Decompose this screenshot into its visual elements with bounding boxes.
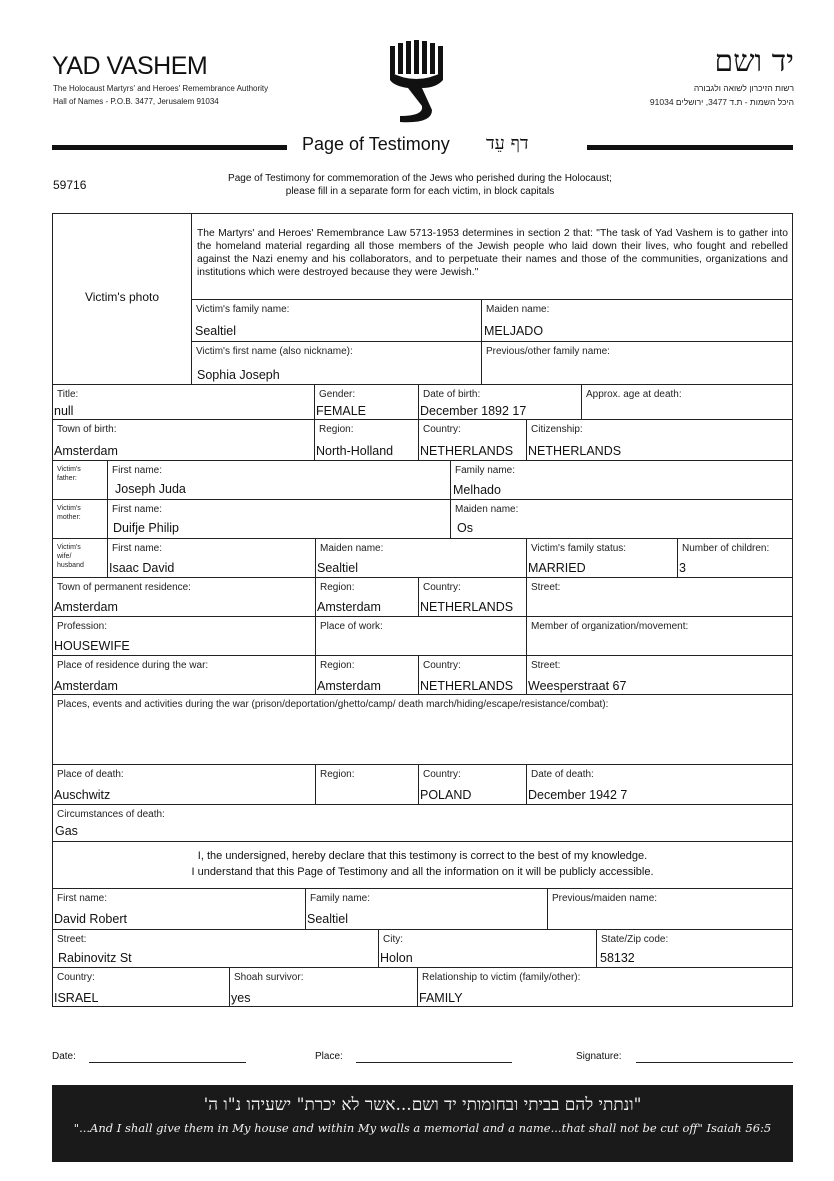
father-first-name-label: First name: (112, 465, 163, 476)
declaration-line-1: I, the undersigned, hereby declare that this testimony is correct to the best of my knowledge. (197, 850, 648, 862)
victim-birth-country-field[interactable] (418, 419, 527, 461)
victim-town-of-birth-field[interactable] (52, 419, 315, 461)
victim-first-name-value: Sophia Joseph (197, 368, 280, 382)
war-residence-street-label: Street: (531, 660, 561, 671)
submitter-first-name-field[interactable] (52, 888, 306, 930)
permanent-town-value: Amsterdam (54, 600, 118, 614)
spouse-maiden-name-value: Sealtiel (317, 561, 358, 575)
victim-gender-value: FEMALE (316, 404, 367, 418)
submitter-zip-field[interactable] (596, 929, 793, 968)
victim-birth-region-label: Region: (319, 424, 354, 435)
submitter-first-name-value: David Robert (54, 912, 127, 926)
hebrew-org-subtitle: רשות הזיכרון לשואה ולגבורה (693, 83, 794, 93)
date-of-death-label: Date of death: (531, 769, 594, 780)
quote-banner (52, 1085, 793, 1162)
declaration-box (52, 841, 793, 889)
victim-date-of-birth-field[interactable] (418, 384, 582, 420)
place-of-death-field[interactable] (52, 764, 316, 805)
war-residence-country-field[interactable] (418, 655, 527, 695)
mother-side-box (52, 499, 108, 539)
menorah-logo-icon (386, 40, 446, 124)
mother-first-name-value: Duifje Philip (113, 521, 180, 535)
place-of-death-label: Place of death: (57, 769, 124, 780)
permanent-country-value: NETHERLANDS (420, 600, 514, 614)
war-residence-street-value: Weesperstraat 67 (528, 679, 627, 693)
circumstances-of-death-field[interactable] (52, 804, 793, 842)
victim-first-name-field[interactable] (191, 341, 482, 385)
date-signature-line[interactable] (89, 1062, 246, 1063)
submitter-street-field[interactable] (52, 929, 379, 968)
title-rule-left (52, 145, 287, 150)
number-of-children-field[interactable] (677, 538, 793, 578)
war-residence-country-value: NETHERLANDS (420, 679, 514, 693)
hebrew-org-address: היכל השמות - ת.ד 3477, ירושלים 91034 (649, 97, 794, 107)
permanent-town-label: Town of permanent residence: (57, 582, 191, 593)
place-of-death-value: Auschwitz (54, 788, 111, 802)
victim-age-at-death-field[interactable] (581, 384, 793, 420)
submitter-country-field[interactable] (52, 967, 230, 1007)
permanent-region-value: Amsterdam (317, 600, 381, 614)
victim-previous-family-name-label: Previous/other family name: (486, 346, 610, 357)
submitter-country-value: ISRAEL (54, 991, 99, 1005)
place-signature-line[interactable] (356, 1062, 512, 1063)
spouse-first-name-field[interactable] (107, 538, 316, 578)
death-country-field[interactable] (418, 764, 527, 805)
mother-first-name-field[interactable] (107, 499, 451, 539)
victim-photo-box (52, 213, 192, 385)
victim-maiden-name-field[interactable] (481, 299, 793, 342)
victim-title-label: Title: (57, 389, 79, 400)
banner-hebrew-quote: "ונתתי להם בביתי ובחומותי יד ושם...אשר לא יכרת" ישעיהו נ"ו ה' (203, 1095, 642, 1115)
war-residence-place-label: Place of residence during the war: (57, 660, 209, 671)
permanent-town-field[interactable] (52, 577, 316, 617)
submitter-zip-label: State/Zip code: (601, 934, 669, 945)
place-of-work-label: Place of work: (320, 621, 383, 632)
father-side-box (52, 460, 108, 500)
date-of-death-value: December 1942 7 (528, 788, 628, 802)
victim-previous-family-name-field[interactable] (481, 341, 793, 385)
victim-town-of-birth-label: Town of birth: (57, 424, 117, 435)
family-status-field[interactable] (526, 538, 678, 578)
father-family-name-label: Family name: (455, 465, 516, 476)
submitter-street-label: Street: (57, 934, 87, 945)
spouse-first-name-value: Isaac David (109, 561, 175, 575)
father-family-name-value: Melhado (453, 483, 501, 497)
war-residence-country-label: Country: (423, 660, 461, 671)
profession-field[interactable] (52, 616, 316, 656)
form-title: Page of Testimony (302, 134, 450, 154)
victim-gender-label: Gender: (319, 389, 356, 400)
mother-first-name-label: First name: (112, 504, 163, 515)
submitter-city-field[interactable] (378, 929, 597, 968)
submitter-family-name-value: Sealtiel (307, 912, 348, 926)
permanent-region-label: Region: (320, 582, 355, 593)
date-of-death-field[interactable] (526, 764, 793, 805)
permanent-country-field[interactable] (418, 577, 527, 617)
victim-age-at-death-label: Approx. age at death: (586, 389, 682, 400)
relationship-field[interactable] (417, 967, 793, 1007)
death-country-value: POLAND (420, 788, 472, 802)
place-label: Place: (315, 1051, 343, 1062)
shoah-survivor-label: Shoah survivor: (234, 972, 304, 983)
mother-side-label: Victim's mother: (57, 505, 81, 521)
victim-gender-field[interactable] (314, 384, 419, 420)
spouse-first-name-label: First name: (112, 543, 163, 554)
law-text-box (191, 213, 793, 300)
signature-label: Signature: (576, 1051, 622, 1062)
permanent-street-field[interactable] (526, 577, 793, 617)
spouse-side-box (52, 538, 108, 578)
profession-label: Profession: (57, 621, 108, 632)
victim-photo-label: Victim's photo (84, 290, 160, 304)
submitter-street-value: Rabinovitz St (58, 951, 132, 965)
war-events-field[interactable] (52, 694, 793, 765)
submitter-country-label: Country: (57, 972, 95, 983)
hebrew-org-title: יד ושם (714, 44, 794, 79)
war-residence-place-value: Amsterdam (54, 679, 118, 693)
victim-citizenship-field[interactable] (526, 419, 793, 461)
number-of-children-value: 3 (679, 561, 686, 575)
mother-maiden-name-field[interactable] (450, 499, 793, 539)
organization-membership-label: Member of organization/movement: (531, 621, 689, 632)
date-label: Date: (52, 1051, 76, 1062)
family-status-value: MARRIED (528, 561, 586, 575)
submitter-city-label: City: (383, 934, 403, 945)
father-family-name-field[interactable] (450, 460, 793, 500)
org-address: Hall of Names - P.O.B. 3477, Jerusalem 91034 (53, 97, 219, 106)
permanent-country-label: Country: (423, 582, 461, 593)
submitter-city-value: Holon (380, 951, 413, 965)
organization-membership-field[interactable] (526, 616, 793, 656)
title-rule-right (587, 145, 793, 150)
shoah-survivor-value: yes (231, 991, 251, 1005)
mother-maiden-name-label: Maiden name: (455, 504, 519, 515)
victim-first-name-label: Victim's first name (also nickname): (196, 346, 353, 357)
permanent-region-field[interactable] (315, 577, 419, 617)
death-region-field[interactable] (315, 764, 419, 805)
org-title: YAD VASHEM (52, 52, 208, 80)
war-residence-region-label: Region: (320, 660, 355, 671)
victim-maiden-name-value: MELJADO (484, 324, 544, 338)
submitter-zip-value: 58132 (600, 951, 635, 965)
spouse-side-label: Victim's wife/ husband (57, 544, 84, 569)
victim-title-value: null (54, 404, 74, 418)
permanent-street-label: Street: (531, 582, 561, 593)
banner-english-quote: "...And I shall give them in My house and within My walls a memorial and a name...that shall not be cut off" Isaiah 56:5 (73, 1121, 772, 1135)
profession-value: HOUSEWIFE (54, 639, 130, 653)
form-title-hebrew: דף עֵד (486, 133, 529, 154)
victim-maiden-name-label: Maiden name: (486, 304, 550, 315)
circumstances-of-death-label: Circumstances of death: (57, 809, 165, 820)
victim-date-of-birth-label: Date of birth: (423, 389, 481, 400)
instructions-line-2: please fill in a separate form for each victim, in block capitals (285, 186, 555, 197)
circumstances-of-death-value: Gas (55, 824, 78, 838)
submitter-family-name-label: Family name: (310, 893, 371, 904)
war-residence-region-value: Amsterdam (317, 679, 381, 693)
place-of-work-field[interactable] (315, 616, 527, 656)
relationship-label: Relationship to victim (family/other): (422, 972, 581, 983)
org-subtitle: The Holocaust Martyrs' and Heroes' Remembrance Authority (53, 84, 269, 93)
victim-birth-country-value: NETHERLANDS (420, 444, 514, 458)
submitter-first-name-label: First name: (57, 893, 108, 904)
spouse-maiden-name-label: Maiden name: (320, 543, 384, 554)
submitter-previous-name-label: Previous/maiden name: (552, 893, 658, 904)
death-region-label: Region: (320, 769, 355, 780)
spouse-maiden-name-field[interactable] (315, 538, 527, 578)
mother-maiden-name-value: Os (457, 521, 473, 535)
victim-date-of-birth-value: December 1892 17 (420, 404, 527, 418)
victim-birth-region-value: North-Holland (316, 444, 394, 458)
father-first-name-value: Joseph Juda (115, 482, 186, 496)
victim-birth-region-field[interactable] (314, 419, 419, 461)
submitter-family-name-field[interactable] (305, 888, 548, 930)
declaration-line-2: I understand that this Page of Testimony and all the information on it will be publicly accessible. (191, 866, 654, 878)
victim-family-name-value: Sealtiel (195, 324, 236, 338)
signature-line[interactable] (636, 1062, 793, 1063)
war-residence-region-field[interactable] (315, 655, 419, 695)
number-of-children-label: Number of children: (682, 543, 770, 554)
document-number: 59716 (53, 178, 87, 192)
relationship-value: FAMILY (419, 991, 463, 1005)
form-instructions (180, 172, 660, 198)
victim-town-of-birth-value: Amsterdam (54, 444, 118, 458)
victim-citizenship-value: NETHERLANDS (528, 444, 622, 458)
war-residence-place-field[interactable] (52, 655, 316, 695)
submitter-previous-name-field[interactable] (547, 888, 793, 930)
family-status-label: Victim's family status: (531, 543, 627, 554)
shoah-survivor-field[interactable] (229, 967, 418, 1007)
death-country-label: Country: (423, 769, 461, 780)
victim-family-name-field[interactable] (191, 299, 482, 342)
victim-family-name-label: Victim's family name: (196, 304, 290, 315)
victim-title-field[interactable] (52, 384, 315, 420)
victim-citizenship-label: Citizenship: (531, 424, 583, 435)
father-first-name-field[interactable] (107, 460, 451, 500)
father-side-label: Victim's father: (57, 466, 81, 482)
war-residence-street-field[interactable] (526, 655, 793, 695)
law-text: The Martyrs' and Heroes' Remembrance Law 5713-1953 determines in section 2 that: "The task of Yad Vashem is to gather into the homeland material regarding all those members of the Jewish people who laid down their lives, who fought and rebelled against the Nazi enemy and his collaborators, and to perpetuate their names and those of the communities, organizations and institutions which were destroyed because they were Jewish." (197, 228, 788, 278)
instructions-line-1: Page of Testimony for commemoration of the Jews who perished during the Holocaust; (228, 173, 612, 184)
war-events-label: Places, events and activities during the war (prison/deportation/ghetto/camp/ death march/hiding/escape/resistance/combat): (57, 699, 609, 710)
victim-birth-country-label: Country: (423, 424, 461, 435)
